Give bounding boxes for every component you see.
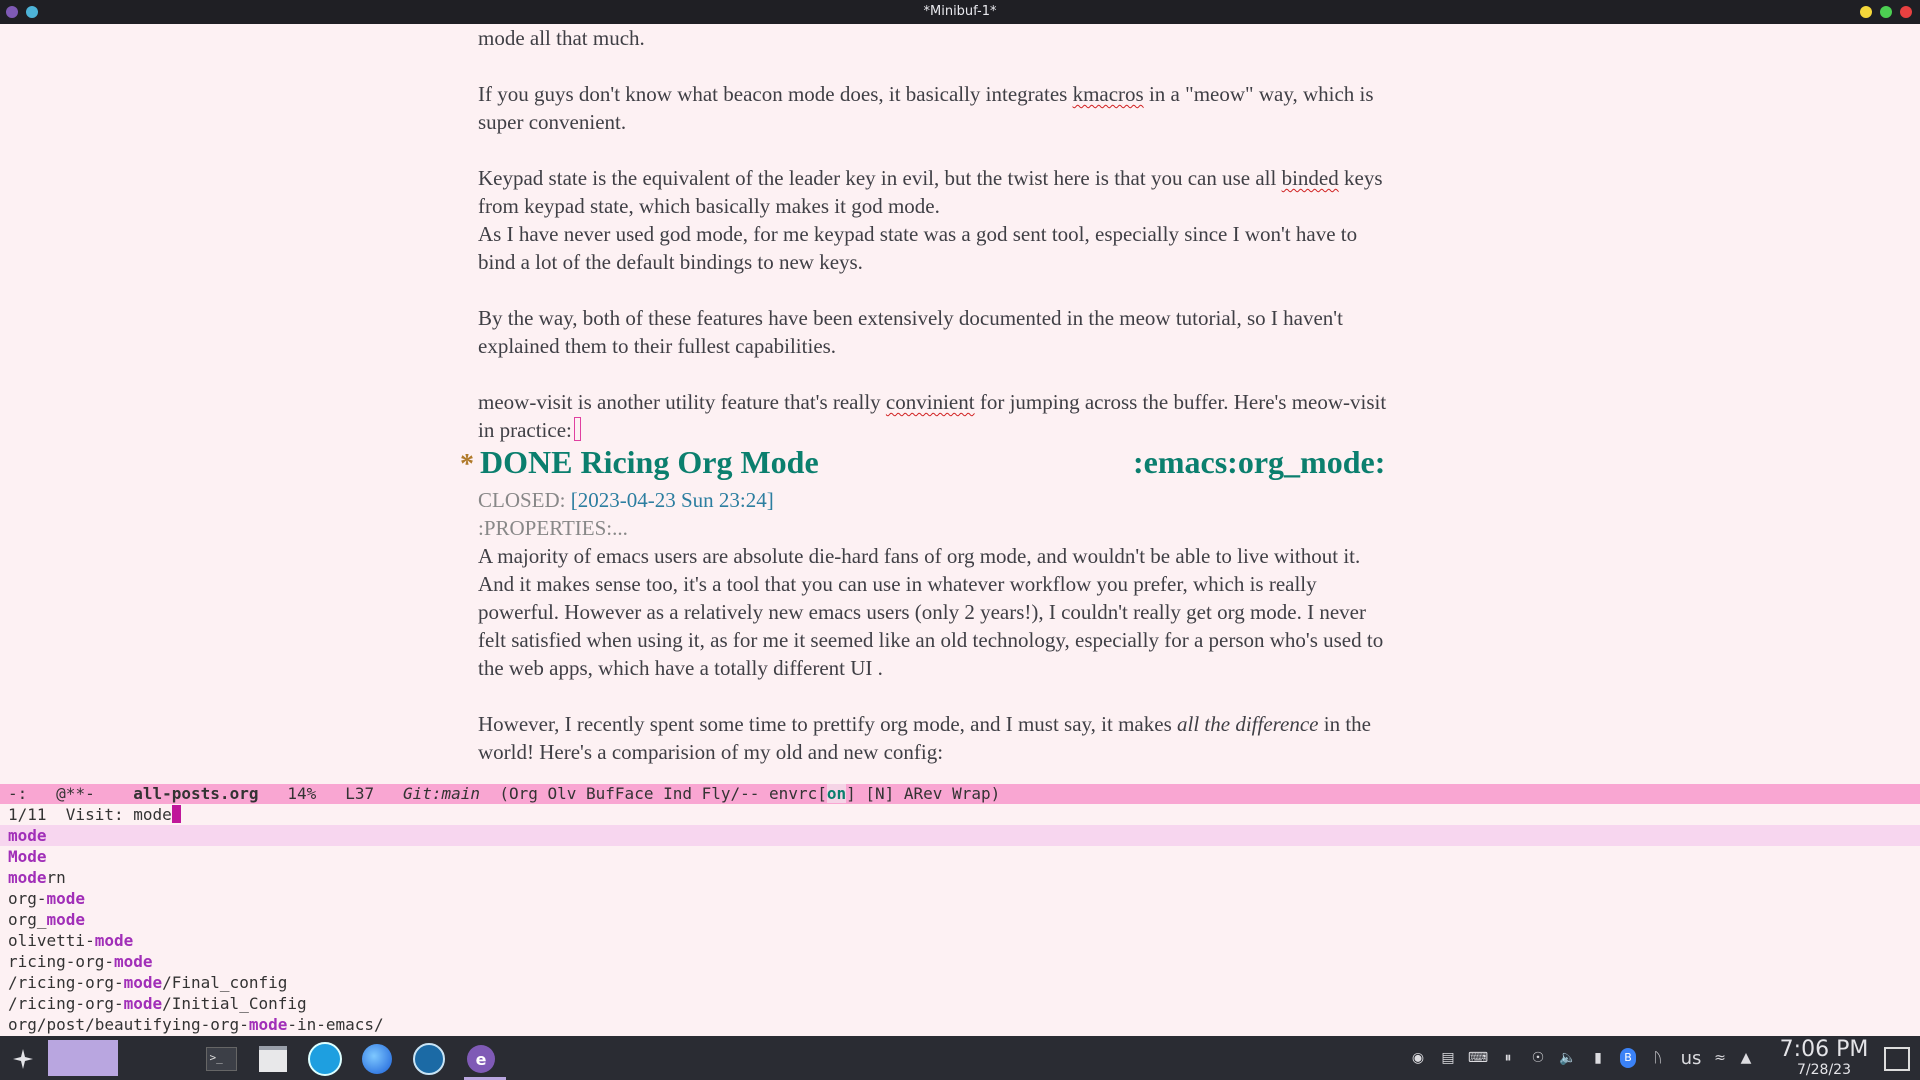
editor-buffer[interactable] (0, 24, 1920, 784)
title-bar (0, 0, 1920, 24)
firefox-icon[interactable] (360, 1042, 394, 1076)
text-line: felt satisfied when using it, as for me it seemed like an old technology, especially for a person who's used to (478, 628, 1384, 652)
vcs-branch[interactable]: Git:main (403, 784, 481, 803)
bluetooth-icon[interactable]: ᚢ (1653, 1050, 1663, 1066)
text-line: meow-visit is another utility feature that's really convinient for jumping across the buffer. Here's meow-visit (478, 390, 1387, 414)
minibuffer-prompt-line[interactable] (8, 804, 181, 825)
clock[interactable] (1766, 1038, 1882, 1078)
completion-candidate[interactable]: olivetti-mode (8, 931, 134, 950)
clipboard-icon[interactable]: ▤ (1441, 1050, 1455, 1066)
misspelled-word[interactable]: binded (1281, 166, 1339, 190)
clock-time: 7:06 PM (1779, 1037, 1869, 1062)
buffer-name[interactable]: all-posts.org (133, 784, 259, 803)
clock-date: 7/28/23 (1797, 1062, 1851, 1078)
minibuffer-input[interactable]: mode (133, 805, 172, 824)
keyboard-layout[interactable]: us (1680, 1047, 1702, 1069)
text-line: However, I recently spent some time to prettify org mode, and I must say, it makes all the difference in the (478, 712, 1372, 736)
completion-candidate[interactable]: /ricing-org-mode/Final_config (8, 973, 288, 992)
text-block-top (478, 24, 1498, 444)
heading-star: * (460, 449, 474, 480)
heading-title: DONE Ricing Org Mode (480, 444, 819, 480)
heading-tags: :emacs:org_mode: (1133, 444, 1386, 480)
line-number: L37 (345, 784, 375, 803)
closed-timestamp[interactable]: [2023-04-23 Sun 23:24] (570, 488, 774, 512)
keyboard-icon[interactable]: ⌨ (1467, 1050, 1489, 1066)
text-line: And it makes sense too, it's a tool that you can use in whatever workflow you prefer, which is really (478, 572, 1317, 596)
steam-icon[interactable] (412, 1042, 446, 1076)
app-launcher-icon[interactable] (6, 1042, 40, 1076)
minibuffer[interactable] (0, 804, 1920, 1036)
minibuffer-cursor (172, 805, 181, 823)
text-line: mode all that much. (478, 26, 645, 50)
completion-candidate[interactable]: org_mode (8, 910, 86, 929)
volume-icon[interactable]: 🔈 (1559, 1050, 1577, 1066)
completion-candidate[interactable]: mode (0, 825, 1920, 846)
file-manager-icon[interactable] (256, 1042, 290, 1076)
virtual-desktop-pager[interactable] (48, 1040, 118, 1076)
show-desktop-icon[interactable] (1880, 1042, 1914, 1076)
org-heading[interactable] (460, 444, 1540, 486)
completion-candidate[interactable]: /ricing-org-mode/Initial_Config (8, 994, 307, 1013)
media-pause-icon[interactable]: ⏸ (1504, 1050, 1512, 1066)
minor-modes[interactable]: (Org Olv BufFace Ind Fly/-- envrc[on] [N] ARev Wrap) (499, 784, 1001, 803)
properties-drawer[interactable]: :PROPERTIES:... (478, 516, 628, 540)
text-line: the web apps, which have a totally different UI . (478, 656, 883, 680)
candidate-count: 1/11 (8, 805, 47, 824)
text-line: If you guys don't know what beacon mode does, it basically integrates kmacros in a "meow" way, which is (478, 82, 1374, 106)
text-line: A majority of emacs users are absolute die-hard fans of org mode, and wouldn't be able to live without it. (478, 544, 1361, 568)
close-button[interactable] (1900, 6, 1912, 18)
mode-line[interactable]: -: @**- all-posts.org 14% L37 Git:main (Org Olv BufFace Ind Fly/-- envrc[on] [N] ARev Wrap) (0, 784, 1920, 804)
minimize-button[interactable] (1860, 6, 1872, 18)
text-line: powerful. However as a relatively new emacs users (only 2 years!), I couldn't really get org mode. I never (478, 600, 1366, 624)
window-title: *Minibuf-1* (923, 4, 997, 19)
text-line: Keypad state is the equivalent of the leader key in evil, but the twist here is that you can use all binded keys (478, 166, 1383, 190)
completion-candidate[interactable]: org/post/beautifying-org-mode-in-emacs/ (8, 1015, 384, 1034)
web-browser-icon[interactable] (308, 1042, 342, 1076)
text-line: in practice: (478, 416, 1498, 444)
buffer-percent: 14% (287, 784, 317, 803)
bluetooth-active-icon[interactable]: B (1618, 1048, 1638, 1068)
text-line: super convenient. (478, 110, 627, 134)
completion-candidate[interactable]: Mode (8, 847, 47, 866)
completion-candidate[interactable]: org-mode (8, 889, 86, 908)
wifi-icon[interactable]: ≈ (1714, 1050, 1726, 1066)
text-cursor (574, 417, 581, 441)
battery-icon[interactable]: ▮ (1594, 1050, 1602, 1066)
closed-line: CLOSED: [2023-04-23 Sun 23:24] (478, 488, 774, 512)
steam-tray-icon[interactable]: ◉ (1411, 1050, 1425, 1066)
notifications-icon[interactable]: ☉ (1531, 1050, 1545, 1066)
misspelled-word[interactable]: convinient (885, 390, 975, 414)
completion-candidate[interactable]: modern (8, 868, 66, 887)
text-line: from keypad state, which basically makes it god mode. (478, 194, 940, 218)
text-line: As I have never used god mode, for me keypad state was a god sent tool, especially since I won't have to (478, 222, 1358, 246)
text-block-bottom (478, 486, 1498, 766)
maximize-button[interactable] (1880, 6, 1892, 18)
tray-expand-icon[interactable]: ▲ (1740, 1050, 1752, 1066)
text-line: world! Here's a comparision of my old and new config: (478, 740, 944, 764)
taskbar (0, 1036, 1920, 1080)
emacs-taskbar-icon[interactable]: e (464, 1042, 498, 1076)
terminal-icon[interactable]: >_ (204, 1042, 238, 1076)
misspelled-word[interactable]: kmacros (1072, 82, 1144, 106)
prompt-label: Visit: (65, 805, 134, 824)
text-line: explained them to their fullest capabilities. (478, 334, 837, 358)
completion-candidate[interactable]: ricing-org-mode (8, 952, 153, 971)
text-line: bind a lot of the default bindings to new keys. (478, 250, 863, 274)
text-line: By the way, both of these features have been extensively documented in the meow tutorial, so I haven't (478, 306, 1343, 330)
